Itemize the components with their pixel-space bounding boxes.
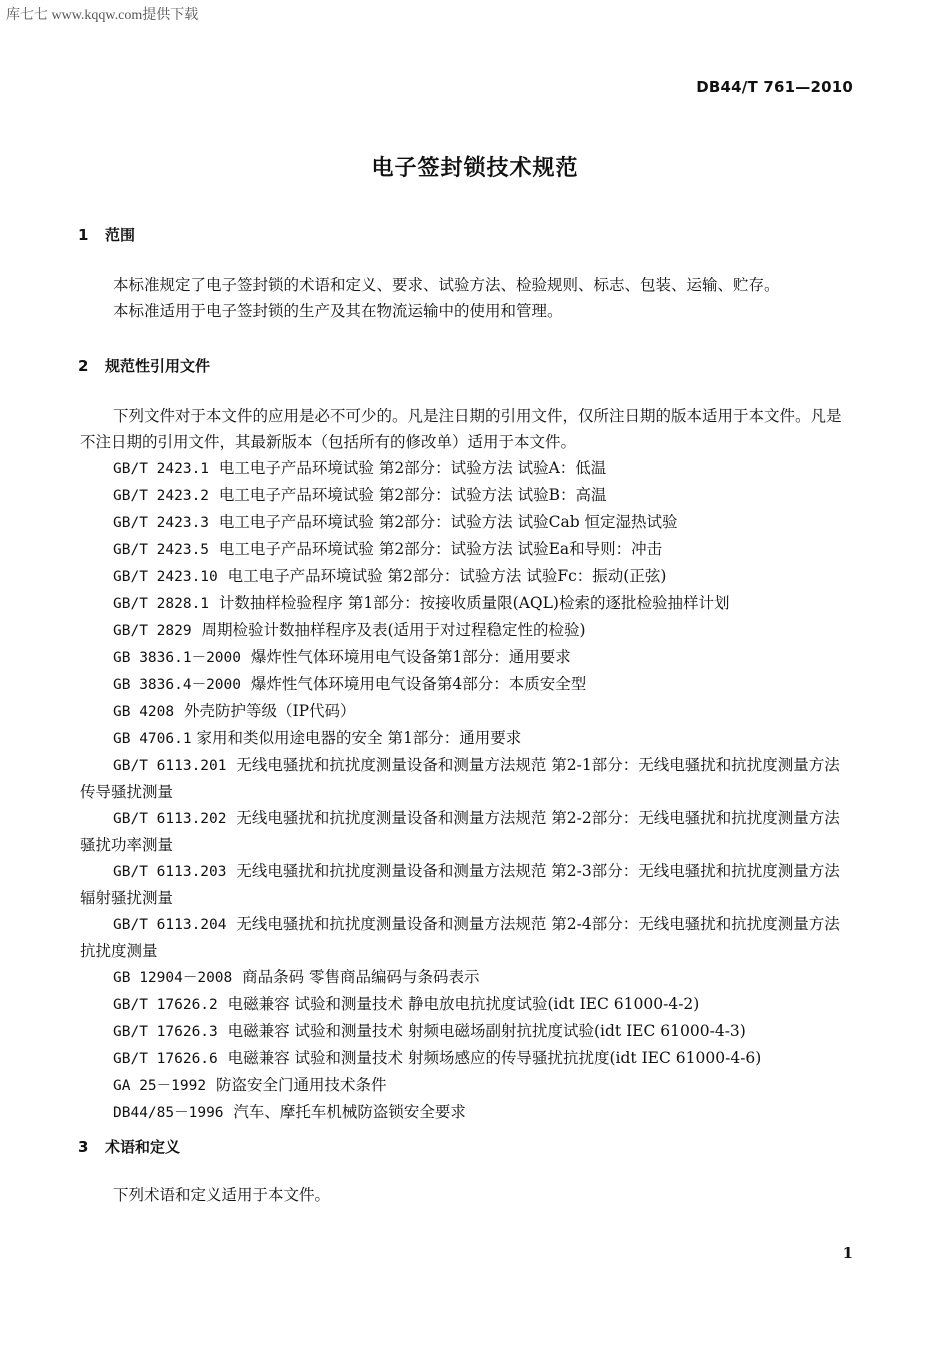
reference-item <box>80 991 850 1018</box>
reference-title: 周期检验计数抽样程序及表(适用于对过程稳定性的检验) <box>201 621 586 639</box>
reference-code: GB/T 2828.1 <box>113 596 210 612</box>
section-2-intro <box>80 403 850 455</box>
reference-code: GA 25－1992 <box>113 1078 207 1094</box>
reference-list <box>80 455 850 1126</box>
reference-item <box>80 911 850 964</box>
reference-code: GB 4208 <box>113 704 175 720</box>
reference-code: GB/T 2423.10 <box>113 569 218 585</box>
reference-title: 电磁兼容 试验和测量技术 射频电磁场副射抗扰度试验(idt IEC 61000-4-3) <box>227 1022 746 1040</box>
document-title: 电子签封锁技术规范 <box>371 156 579 181</box>
reference-title: 电磁兼容 试验和测量技术 静电放电抗扰度试验(idt IEC 61000-4-2) <box>227 995 700 1013</box>
section-number: 3 <box>78 1138 89 1156</box>
reference-item <box>80 455 850 482</box>
reference-code: GB/T 6113.204 <box>113 917 227 933</box>
reference-item <box>80 858 850 911</box>
reference-code: DB44/85－1996 <box>113 1105 224 1121</box>
reference-title: 汽车、摩托车机械防盗锁安全要求 <box>233 1103 466 1121</box>
reference-item <box>80 805 850 858</box>
reference-code: GB/T 6113.203 <box>113 864 227 880</box>
reference-code: GB/T 2423.3 <box>113 515 210 531</box>
reference-title: 电工电子产品环境试验 第2部分：试验方法 试验Fc：振动(正弦) <box>227 567 667 585</box>
section-3-heading <box>78 1136 180 1157</box>
paragraph: 下列术语和定义适用于本文件。 <box>113 1186 331 1204</box>
reference-item <box>80 752 850 805</box>
reference-item <box>80 509 850 536</box>
reference-item <box>80 590 850 617</box>
reference-item <box>80 698 850 725</box>
reference-code: GB 4706.1 <box>113 731 192 747</box>
reference-title: 无线电骚扰和抗扰度测量设备和测量方法规范 第2-4部分：无线电骚扰和抗扰度测量方法 抗扰度测量 <box>80 915 840 960</box>
reference-title: 电磁兼容 试验和测量技术 射频场感应的传导骚扰抗扰度(idt IEC 61000-4-6) <box>227 1049 762 1067</box>
reference-code: GB 12904－2008 <box>113 970 233 986</box>
reference-code: GB/T 17626.2 <box>113 997 218 1013</box>
reference-title: 爆炸性气体环境用电气设备第4部分：本质安全型 <box>250 675 587 693</box>
section-3-body <box>80 1182 850 1208</box>
reference-item <box>80 563 850 590</box>
reference-code: GB/T 2423.5 <box>113 542 210 558</box>
reference-title: 电工电子产品环境试验 第2部分：试验方法 试验B：高温 <box>218 486 607 504</box>
reference-code: GB/T 2423.1 <box>113 461 210 477</box>
reference-item <box>80 725 850 752</box>
reference-code: GB/T 6113.201 <box>113 758 227 774</box>
reference-item <box>80 964 850 991</box>
reference-title: 电工电子产品环境试验 第2部分：试验方法 试验A：低温 <box>218 459 607 477</box>
section-2-heading <box>78 355 210 376</box>
section-title: 规范性引用文件 <box>105 357 211 375</box>
reference-item <box>80 1072 850 1099</box>
reference-title: 无线电骚扰和抗扰度测量设备和测量方法规范 第2-1部分：无线电骚扰和抗扰度测量方法 传导骚扰测量 <box>80 756 840 801</box>
reference-title: 爆炸性气体环境用电气设备第1部分：通用要求 <box>250 648 571 666</box>
reference-code: GB/T 6113.202 <box>113 811 227 827</box>
reference-title: 电工电子产品环境试验 第2部分：试验方法 试验Ea和导则：冲击 <box>218 540 663 558</box>
reference-item <box>80 482 850 509</box>
reference-code: GB/T 2829 <box>113 623 192 639</box>
reference-title: 计数抽样检验程序 第1部分：按接收质量限(AQL)检索的逐批检验抽样计划 <box>218 594 730 612</box>
reference-item <box>80 671 850 698</box>
reference-code: GB/T 17626.6 <box>113 1051 218 1067</box>
reference-item <box>80 644 850 671</box>
page-number: 1 <box>842 1244 853 1262</box>
reference-title: 无线电骚扰和抗扰度测量设备和测量方法规范 第2-2部分：无线电骚扰和抗扰度测量方法 骚扰功率测量 <box>80 809 840 854</box>
section-number: 1 <box>78 226 89 244</box>
section-number: 2 <box>78 357 89 375</box>
reference-title: 家用和类似用途电器的安全 第1部分：通用要求 <box>196 729 522 747</box>
section-1-heading <box>78 224 135 245</box>
document-code: DB44/T 761—2010 <box>696 78 853 96</box>
reference-item <box>80 536 850 563</box>
reference-title: 防盗安全门通用技术条件 <box>215 1076 387 1094</box>
reference-title: 商品条码 零售商品编码与条码表示 <box>242 968 480 986</box>
reference-item <box>80 617 850 644</box>
reference-code: GB 3836.4－2000 <box>113 677 241 693</box>
paragraph: 下列文件对于本文件的应用是必不可少的。凡是注日期的引用文件，仅所注日期的版本适用于本文件。凡是不注日期的引用文件，其最新版本（包括所有的修改单）适用于本文件。 <box>80 407 842 451</box>
reference-title: 电工电子产品环境试验 第2部分：试验方法 试验Cab 恒定湿热试验 <box>218 513 678 531</box>
reference-title: 外壳防护等级（IP代码） <box>183 702 356 720</box>
reference-title: 无线电骚扰和抗扰度测量设备和测量方法规范 第2-3部分：无线电骚扰和抗扰度测量方法 辐射骚扰测量 <box>80 862 840 907</box>
paragraph: 本标准规定了电子签封锁的术语和定义、要求、试验方法、检验规则、标志、包装、运输、贮存。 <box>113 276 780 294</box>
section-1-body <box>80 272 850 324</box>
reference-item <box>80 1018 850 1045</box>
reference-item <box>80 1045 850 1072</box>
section-title: 范围 <box>105 226 136 244</box>
reference-item <box>80 1099 850 1126</box>
watermark-text: 库七七 www.kqqw.com提供下载 <box>6 8 199 23</box>
reference-code: GB/T 17626.3 <box>113 1024 218 1040</box>
reference-code: GB 3836.1－2000 <box>113 650 241 666</box>
reference-code: GB/T 2423.2 <box>113 488 210 504</box>
paragraph: 本标准适用于电子签封锁的生产及其在物流运输中的使用和管理。 <box>113 302 563 320</box>
section-title: 术语和定义 <box>105 1138 181 1156</box>
